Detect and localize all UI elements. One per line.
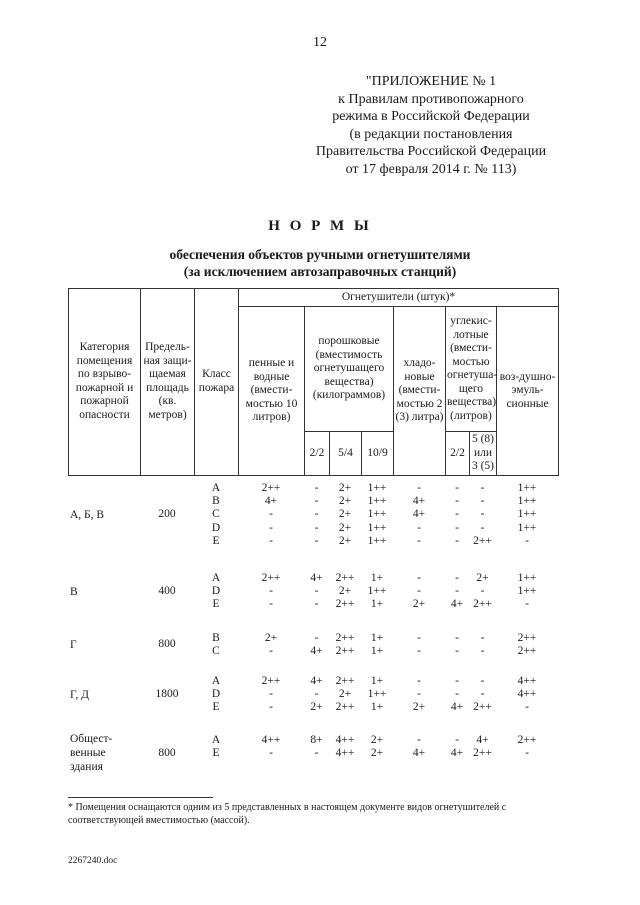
cell-value: - <box>417 572 421 584</box>
header-air-emulsion: воз-душно-эмуль-сионные <box>497 307 559 476</box>
cell-value: 2+ <box>338 521 352 534</box>
cell-value: 4++ <box>517 688 537 701</box>
table-group <box>68 675 558 715</box>
cell-fire-class: Е <box>212 534 220 547</box>
cell-value: 2+ <box>412 701 426 714</box>
cell-fire-class: В <box>212 495 220 508</box>
cell-value: - <box>314 521 319 534</box>
cell-value: - <box>269 508 273 521</box>
header-powder-10-9: 10/9 <box>362 432 394 476</box>
cell-value: 1++ <box>367 521 387 534</box>
cell-fire-class: А <box>211 734 221 746</box>
header-fire-class: Класс пожара <box>195 289 239 476</box>
cell-value: 4++ <box>335 734 355 746</box>
cell-value: - <box>314 495 319 508</box>
cell-value: - <box>480 495 485 508</box>
cell-value: - <box>455 645 459 658</box>
cell-value: 1++ <box>517 585 537 598</box>
header-powder-5-4: 5/4 <box>330 432 362 476</box>
cell-value: - <box>480 675 485 687</box>
cell-value: 2+ <box>476 572 489 584</box>
cell-value: 4+ <box>412 747 426 760</box>
cell-value: 4+ <box>310 675 323 687</box>
cell-value: - <box>480 585 485 598</box>
cell-value: 1+ <box>370 701 384 714</box>
cell-value: - <box>269 534 273 547</box>
cell-value: - <box>314 508 319 521</box>
cell-value: 4+ <box>264 495 278 508</box>
cell-value: 2++ <box>335 572 355 584</box>
cell-fire-class: В <box>212 632 220 644</box>
cell-value: 1++ <box>367 495 387 508</box>
cell-value: - <box>455 534 459 547</box>
header-foam: пенные и водные (вмести-мостью 10 литров) <box>239 307 305 476</box>
table-row <box>194 522 558 535</box>
cell-value: 1++ <box>517 521 537 534</box>
document-subtitle <box>0 246 640 280</box>
cell-value: 4+ <box>450 701 464 714</box>
cell-value: - <box>314 585 319 598</box>
header-co2-2-2: 2/2 <box>446 432 470 476</box>
table-group <box>68 572 558 612</box>
cell-value: 4+ <box>412 495 426 508</box>
cell-value: - <box>455 572 459 584</box>
cell-value: 4++ <box>335 747 355 760</box>
cell-value: - <box>455 585 459 598</box>
cell-value: - <box>314 747 319 760</box>
doc-code: 2267240.doc <box>68 856 118 866</box>
table-row <box>194 675 558 688</box>
table-row <box>194 585 558 598</box>
cell-area: 200 <box>158 508 176 520</box>
cell-fire-class: Е <box>212 747 220 760</box>
cell-value: 2+ <box>264 632 278 644</box>
cell-area: 1800 <box>155 687 179 700</box>
cell-value: - <box>455 632 459 644</box>
footnote-rule <box>68 797 213 798</box>
cell-value: 2+ <box>370 734 384 746</box>
cell-value: 1++ <box>517 482 537 494</box>
header-area: Предель-ная защи-щаемая площадь (кв. метров) <box>141 289 195 476</box>
appendix-line: Правительства Российской Федерации <box>315 144 547 159</box>
cell-value: 2++ <box>261 675 281 687</box>
appendix-line: к Правилам противопожарного <box>338 91 524 107</box>
cell-value: - <box>417 632 421 644</box>
cell-value: 2++ <box>335 598 355 611</box>
cell-value: 2++ <box>335 701 355 714</box>
cell-value: 2++ <box>261 572 281 584</box>
appendix-block <box>300 73 562 178</box>
cell-value: - <box>525 534 529 547</box>
cell-value: - <box>314 534 319 547</box>
cell-category: А, Б, В <box>70 509 105 521</box>
cell-value: 1++ <box>367 508 387 521</box>
table-row <box>194 535 558 548</box>
document-title: Н О Р М Ы <box>268 218 372 234</box>
cell-value: 2++ <box>335 675 355 687</box>
cell-value: 8+ <box>310 734 323 746</box>
cell-value: - <box>455 675 459 687</box>
cell-value: - <box>269 585 273 598</box>
cell-value: - <box>417 534 421 547</box>
cell-value: 2+ <box>338 534 352 547</box>
cell-area: 800 <box>158 638 176 651</box>
cell-value: - <box>480 508 485 521</box>
cell-value: - <box>314 598 319 611</box>
norms-table-header <box>68 288 559 476</box>
cell-value: - <box>480 688 485 701</box>
cell-category: В <box>70 585 78 598</box>
table-row <box>194 632 558 645</box>
cell-value: - <box>269 598 273 611</box>
cell-value: 4+ <box>310 572 323 584</box>
cell-fire-class: А <box>211 482 221 494</box>
cell-value: 1+ <box>370 572 384 584</box>
cell-value: - <box>525 747 529 760</box>
cell-value: - <box>314 632 319 644</box>
cell-value: - <box>269 521 273 534</box>
cell-value: - <box>455 521 459 534</box>
cell-value: - <box>480 632 485 644</box>
page-number: 12 <box>313 35 327 50</box>
cell-value: 4++ <box>517 675 537 687</box>
cell-value: 1+ <box>370 675 384 687</box>
cell-value: 1++ <box>367 585 387 598</box>
header-extinguishers: Огнетушители (штук)* <box>239 289 559 307</box>
table-row <box>194 645 558 658</box>
cell-value: 2+ <box>370 747 384 760</box>
cell-value: 1++ <box>517 508 537 521</box>
subtitle-line: обеспечения объектов ручными огнетушителями <box>169 247 471 262</box>
cell-value: - <box>455 734 459 746</box>
cell-value: 2++ <box>335 645 355 658</box>
appendix-line: (в редакции постановления <box>349 126 513 142</box>
appendix-line: от 17 февраля 2014 г. № 113) <box>345 161 517 177</box>
table-row <box>194 688 558 701</box>
cell-fire-class: D <box>211 688 221 701</box>
cell-fire-class: Е <box>212 598 220 611</box>
cell-value: 2+ <box>310 701 323 714</box>
cell-value: - <box>417 734 421 746</box>
table-row <box>194 495 558 508</box>
cell-value: 2++ <box>335 632 355 644</box>
cell-value: 2++ <box>261 482 281 494</box>
cell-value: 1++ <box>517 495 537 508</box>
appendix-line: "ПРИЛОЖЕНИЕ № 1 <box>365 74 497 89</box>
cell-fire-class: D <box>211 585 221 598</box>
cell-area: 800 <box>158 747 176 759</box>
cell-value: - <box>269 688 273 701</box>
cell-value: - <box>417 645 421 658</box>
cell-value: 2+ <box>338 495 352 508</box>
appendix-line: режима в Российской Федерации <box>332 109 530 124</box>
cell-fire-class: А <box>211 572 221 584</box>
cell-value: 2++ <box>473 701 492 714</box>
cell-value: 4+ <box>412 508 426 521</box>
header-co2: углекис-лотные (вмести-мостью огнетуша-щего вещества) (литров) <box>446 307 497 432</box>
cell-value: - <box>269 645 273 658</box>
cell-value: 4++ <box>261 734 281 746</box>
table-row <box>194 734 558 747</box>
cell-value: 2++ <box>473 747 492 760</box>
cell-value: 1+ <box>370 645 384 658</box>
cell-value: - <box>417 585 421 598</box>
header-category: Категория помещения по взрыво-пожарной и пожарной опасности <box>69 289 141 476</box>
cell-value: 2++ <box>517 734 537 746</box>
cell-value: - <box>525 701 529 714</box>
cell-value: - <box>417 675 421 687</box>
cell-category: Г, Д <box>70 688 89 701</box>
cell-value: 1++ <box>367 688 387 701</box>
cell-fire-class: Е <box>212 701 220 714</box>
cell-value: 2++ <box>473 598 492 611</box>
cell-value: 2++ <box>473 534 492 547</box>
header-halon: хладо-новые (вмести-мостью 2 (3) литра) <box>394 307 446 476</box>
table-group <box>68 482 558 548</box>
cell-value: 1++ <box>517 572 537 584</box>
cell-value: - <box>455 508 459 521</box>
cell-value: - <box>480 482 485 494</box>
table-row <box>194 508 558 521</box>
cell-value: 1+ <box>370 598 384 611</box>
cell-value: 1++ <box>367 482 387 494</box>
cell-value: - <box>269 701 273 714</box>
cell-value: - <box>480 645 485 658</box>
cell-value: 2++ <box>517 645 537 658</box>
header-powder-2-2: 2/2 <box>305 432 330 476</box>
cell-fire-class: D <box>211 521 221 534</box>
cell-value: 2+ <box>338 688 352 701</box>
cell-value: 4+ <box>450 598 464 611</box>
header-powder: порошковые (вместимость огнетушащего вещества) (килограммов) <box>305 307 394 432</box>
cell-value: - <box>314 688 319 701</box>
cell-value: 2+ <box>338 482 352 494</box>
header-co2-5-8: 5 (8) или 3 (5) <box>470 432 497 476</box>
cell-value: 4+ <box>310 645 323 658</box>
table-row <box>194 598 558 611</box>
footnote: * Помещения оснащаются одним из 5 представленных в настоящем документе видов огнетушителей с соответствующей вместимостью (массой). <box>68 802 507 826</box>
cell-fire-class: А <box>211 675 221 687</box>
subtitle-line: (за исключением автозаправочных станций) <box>183 264 457 279</box>
cell-value: - <box>417 521 421 534</box>
cell-value: 1++ <box>367 534 387 547</box>
cell-value: 2++ <box>517 632 537 644</box>
cell-fire-class: С <box>212 645 220 658</box>
cell-value: 2+ <box>338 585 352 598</box>
cell-value: - <box>455 482 459 494</box>
table-row <box>194 747 558 760</box>
cell-value: 2+ <box>412 598 426 611</box>
table-row <box>194 482 558 495</box>
cell-value: 4+ <box>450 747 464 760</box>
cell-category: Г <box>70 639 77 652</box>
table-group <box>68 733 558 773</box>
table-row <box>194 572 558 585</box>
cell-value: 2+ <box>338 508 352 521</box>
table-row <box>194 701 558 714</box>
cell-value: 1+ <box>370 632 384 644</box>
cell-value: - <box>480 521 485 534</box>
cell-value: - <box>417 688 421 701</box>
cell-value: 4+ <box>476 734 489 746</box>
cell-value: - <box>417 482 421 494</box>
cell-category: Общест-венные здания <box>70 733 113 773</box>
cell-value: - <box>525 598 529 611</box>
cell-value: - <box>455 688 459 701</box>
cell-value: - <box>455 495 459 508</box>
cell-value: - <box>314 482 319 494</box>
cell-value: - <box>269 747 273 760</box>
table-group <box>68 632 558 658</box>
cell-area: 400 <box>158 584 176 597</box>
cell-fire-class: С <box>212 508 220 521</box>
